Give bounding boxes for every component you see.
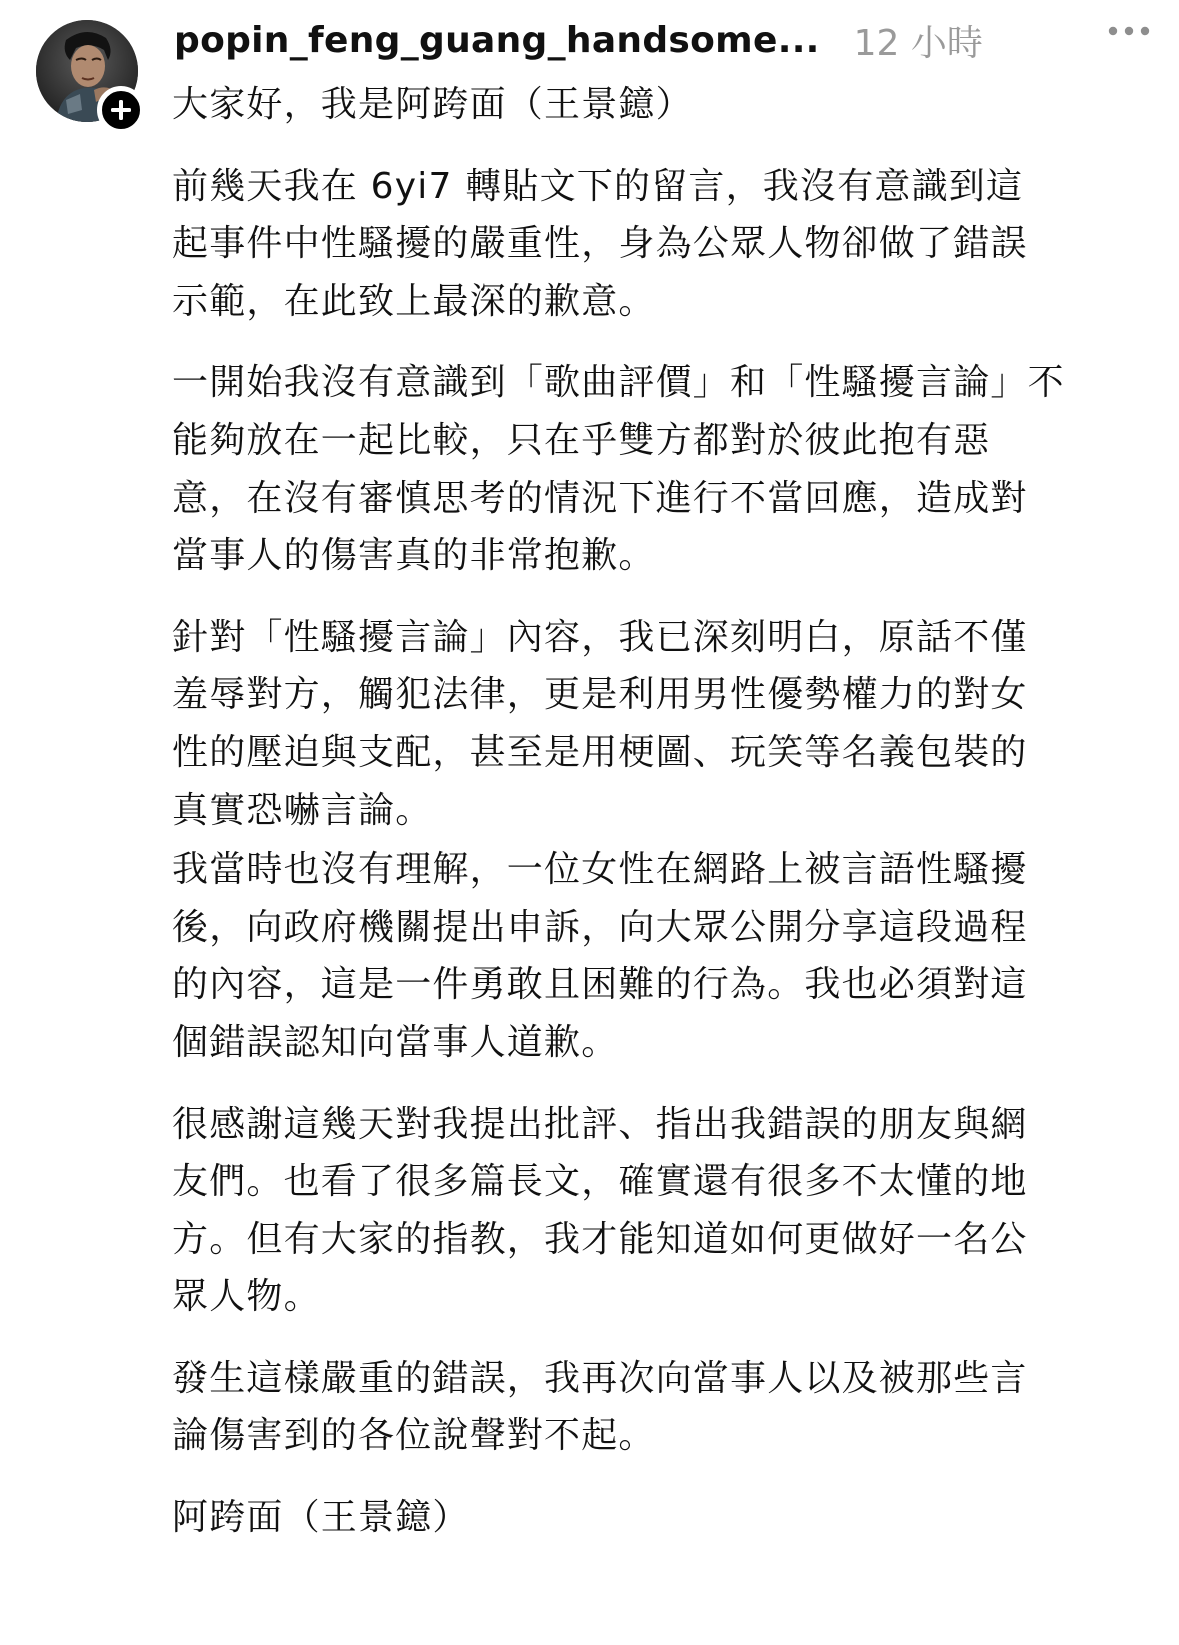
signature-text: 阿跨面（王景鐿） [172, 1497, 470, 1539]
greeting-text: 大家好，我是阿跨面（王景鐿） [172, 84, 693, 125]
follow-button[interactable] [97, 86, 145, 134]
paragraph-1: 前幾天我在 6yi7 轉貼文下的留言，我沒有意識到這 起事件中性騷擾的嚴重性，身為公眾人物卻做了錯誤 示範，在此致上最深的歉意。 [172, 165, 1028, 322]
more-options-button[interactable] [1099, 14, 1159, 48]
username-link[interactable]: popin_feng_guang_handsome... [174, 19, 820, 61]
avatar-container[interactable] [36, 20, 138, 122]
post-timestamp[interactable]: 12 小時 [853, 22, 983, 64]
paragraph-4: 我當時也沒有理解，一位女性在網路上被言語性騷擾 後，向政府機關提出申訴，向大眾公開分享這段過程 的內容，這是一件勇敢且困難的行為。我也必須對這 個錯誤認知向當事人道歉。 [172, 849, 1028, 1063]
paragraph-6: 發生這樣嚴重的錯誤，我再次向當事人以及被那些言 論傷害到的各位說聲對不起。 [172, 1357, 1028, 1457]
post-header [174, 10, 1114, 70]
post-body [172, 76, 1102, 1547]
plus-icon [108, 97, 134, 123]
paragraph-2: 一開始我沒有意識到「歌曲評價」和「性騷擾言論」不 能夠放在一起比較，只在乎雙方都對於彼此抱有惡 意，在沒有審慎思考的情況下進行不當回應，造成對 當事人的傷害真的非常抱歉。 [172, 362, 1065, 577]
paragraph-5: 很感謝這幾天對我提出批評、指出我錯誤的朋友與網 友們。也看了很多篇長文，確實還有很多不太懂的地 方。但有大家的指教，我才能知道如何更做好一名公 眾人物。 [172, 1103, 1028, 1318]
more-horizontal-icon [1107, 26, 1151, 36]
paragraph-3: 針對「性騷擾言論」內容，我已深刻明白，原話不僅 羞辱對方，觸犯法律，更是利用男性優勢權力的對女 性的壓迫與支配，甚至是用梗圖、玩笑等名義包裝的 真實恐嚇言論。 [172, 616, 1028, 831]
